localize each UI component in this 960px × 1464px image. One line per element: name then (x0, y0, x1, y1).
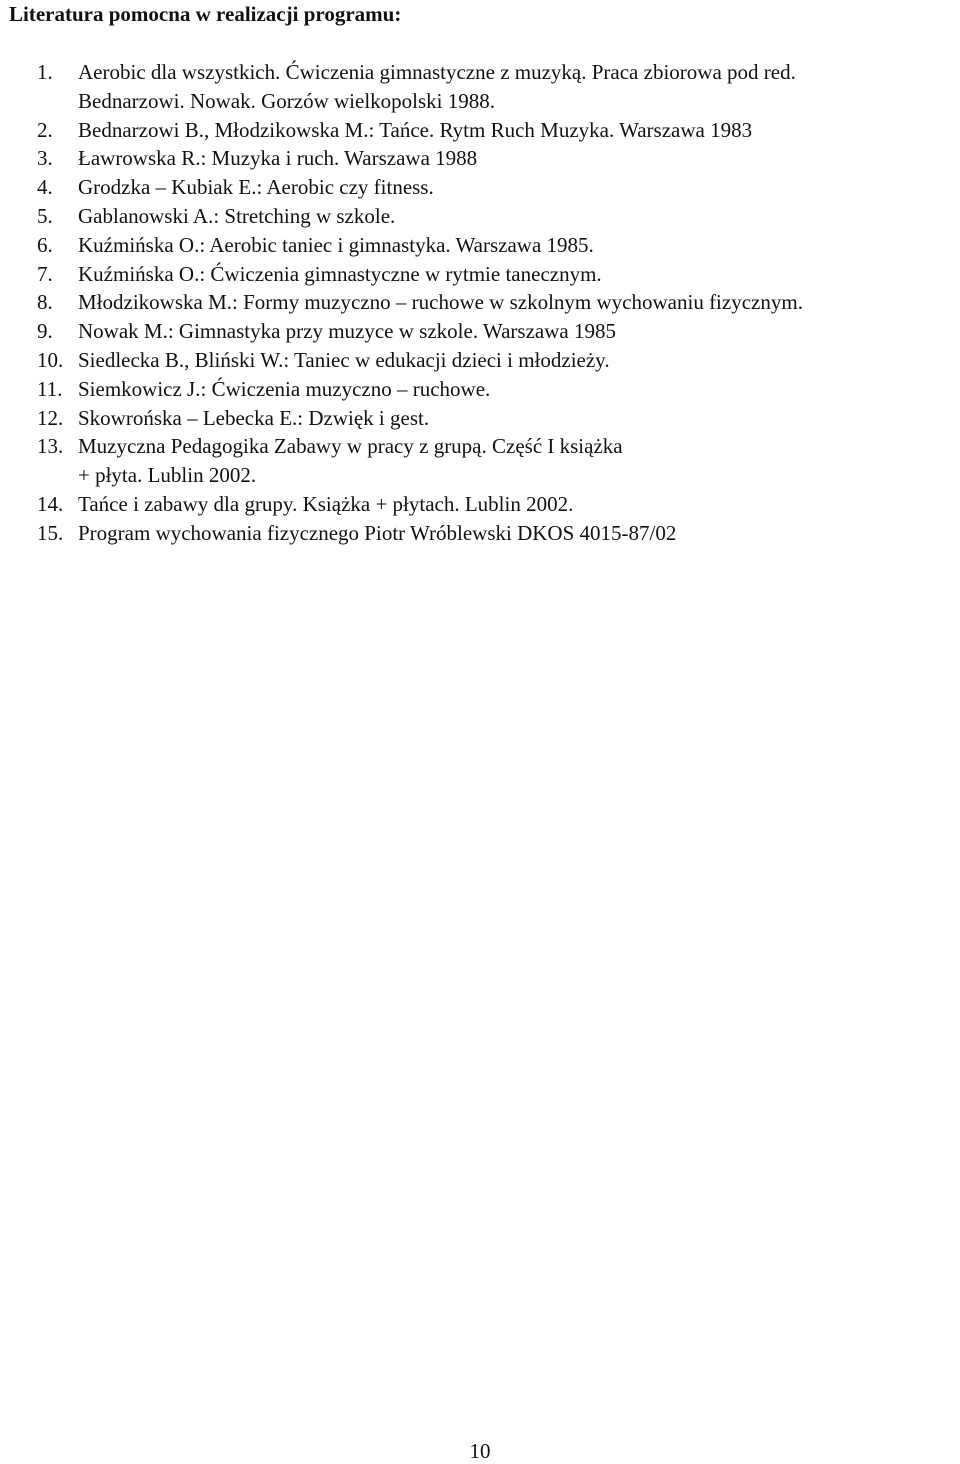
bibliography-item (0, 260, 960, 289)
bibliography-item (0, 288, 960, 317)
bibliography-list (0, 58, 960, 548)
item-text-line: Grodzka – Kubiak E.: Aerobic czy fitness. (78, 175, 434, 200)
item-number: 11. (37, 376, 63, 401)
item-number: 7. (37, 261, 53, 286)
bibliography-item (0, 144, 960, 173)
item-number: 2. (37, 117, 53, 142)
bibliography-item (0, 404, 960, 433)
item-number: 13. (37, 434, 64, 459)
item-number: 10. (37, 347, 64, 372)
item-text-line: Gablanowski A.: Stretching w szkole. (78, 203, 396, 228)
bibliography-item (0, 116, 960, 145)
item-number: 15. (37, 520, 64, 545)
item-text-line: Tańce i zabawy dla grupy. Książka + płytach. Lublin 2002. (78, 491, 574, 516)
item-number: 14. (37, 491, 64, 516)
item-text-line: Kuźmińska O.: Aerobic taniec i gimnastyka. Warszawa 1985. (78, 232, 594, 257)
bibliography-item (0, 490, 960, 519)
item-text-line: Skowrońska – Lebecka E.: Dzwięk i gest. (78, 405, 430, 430)
item-number: 5. (37, 203, 53, 228)
bibliography-item (0, 317, 960, 346)
bibliography-item (0, 231, 960, 260)
bibliography-item (0, 202, 960, 231)
item-text-line: Bednarzowi. Nowak. Gorzów wielkopolski 1988. (78, 88, 496, 113)
item-number: 9. (37, 319, 53, 344)
page-number: 10 (469, 1439, 491, 1463)
item-text-line: Siedlecka B., Bliński W.: Taniec w edukacji dzieci i młodzieży. (78, 347, 610, 372)
item-text-line: Muzyczna Pedagogika Zabawy w pracy z grupą. Część I książka (78, 434, 623, 459)
item-text-line: Aerobic dla wszystkich. Ćwiczenia gimnastyczne z muzyką. Praca zbiorowa pod red. (78, 60, 796, 84)
bibliography-item (0, 173, 960, 202)
item-number: 4. (37, 175, 53, 200)
item-number: 8. (37, 290, 53, 315)
item-number: 6. (37, 232, 53, 257)
item-text-line: Program wychowania fizycznego Piotr Wróblewski DKOS 4015-87/02 (78, 520, 677, 545)
item-text-line: Siemkowicz J.: Ćwiczenia muzyczno – ruchowe. (78, 376, 491, 401)
bibliography-item (0, 519, 960, 548)
item-text-line: Kuźmińska O.: Ćwiczenia gimnastyczne w rytmie tanecznym. (78, 261, 602, 286)
item-number: 12. (37, 405, 64, 430)
bibliography-item (0, 346, 960, 375)
item-text-line: Nowak M.: Gimnastyka przy muzyce w szkole. Warszawa 1985 (78, 319, 616, 344)
item-number: 1. (37, 60, 53, 84)
item-text-line: + płyta. Lublin 2002. (78, 463, 257, 488)
bibliography-item (0, 375, 960, 404)
item-number: 3. (37, 146, 53, 171)
page-heading: Literatura pomocna w realizacji programu: (9, 2, 402, 26)
item-text-line: Ławrowska R.: Muzyka i ruch. Warszawa 1988 (78, 146, 478, 171)
bibliography-item (0, 432, 960, 490)
bibliography-item (0, 58, 960, 116)
item-text-line: Bednarzowi B., Młodzikowska M.: Tańce. Rytm Ruch Muzyka. Warszawa 1983 (78, 117, 753, 142)
item-text-line: Młodzikowska M.: Formy muzyczno – ruchowe w szkolnym wychowaniu fizycznym. (78, 290, 803, 315)
